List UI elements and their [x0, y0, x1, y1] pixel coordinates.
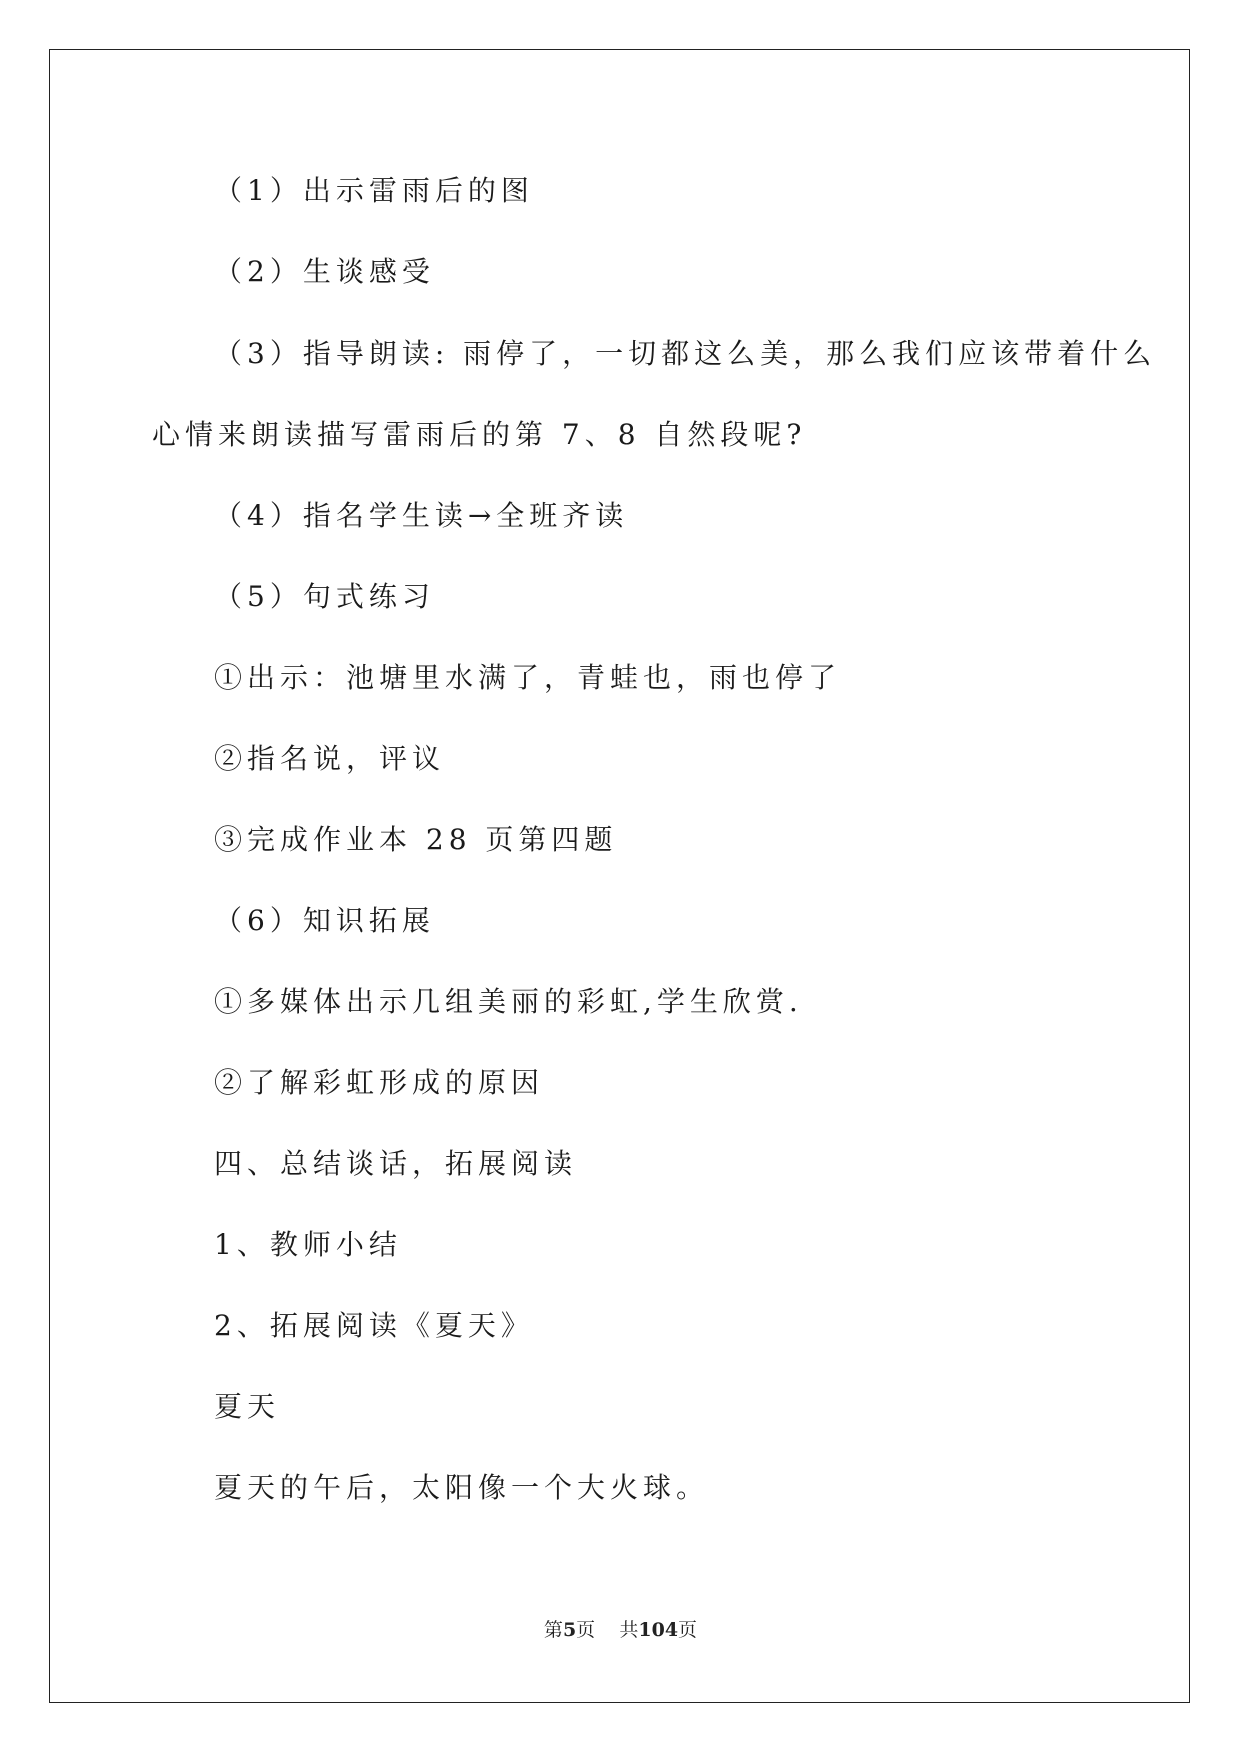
text-line: 夏天的午后，太阳像一个大火球。 [214, 1471, 710, 1504]
text-line: （1）出示雷雨后的图 [214, 174, 534, 207]
text-line: ②了解彩虹形成的原因 [214, 1066, 545, 1099]
total-prefix: 共 [619, 1619, 639, 1641]
text-line: （3）指导朗读: 雨停了，一切都这么美，那么我们应该带着什么 [214, 337, 1157, 370]
text-line: ①多媒体出示几组美丽的彩虹,学生欣赏. [214, 985, 803, 1018]
page-number: 5 [562, 1619, 577, 1641]
total-pages: 104 [638, 1619, 679, 1641]
text-line: （2）生谈感受 [214, 255, 435, 288]
text-line: ②指名说，评议 [214, 742, 446, 775]
text-line: 夏天 [214, 1390, 281, 1423]
page-prefix: 第 [543, 1619, 563, 1641]
text-line: 四、总结谈话，拓展阅读 [214, 1147, 578, 1180]
page-footer [0, 1618, 1241, 1642]
page-suffix: 页 [576, 1619, 596, 1641]
text-line: 心情来朗读描写雷雨后的第 7、8 自然段呢? [152, 418, 807, 451]
text-line: （5）句式练习 [214, 580, 435, 613]
text-line: （6）知识拓展 [214, 904, 435, 937]
text-line: 1、教师小结 [214, 1228, 402, 1261]
page-border [49, 49, 1190, 1703]
text-line: ③完成作业本 28 页第四题 [214, 823, 618, 856]
text-line: ①出示：池塘里水满了，青蛙也，雨也停了 [214, 661, 842, 694]
text-line: （4）指名学生读→全班齐读 [214, 499, 629, 532]
text-line: 2、拓展阅读《夏天》 [214, 1309, 534, 1342]
total-suffix: 页 [678, 1619, 698, 1641]
